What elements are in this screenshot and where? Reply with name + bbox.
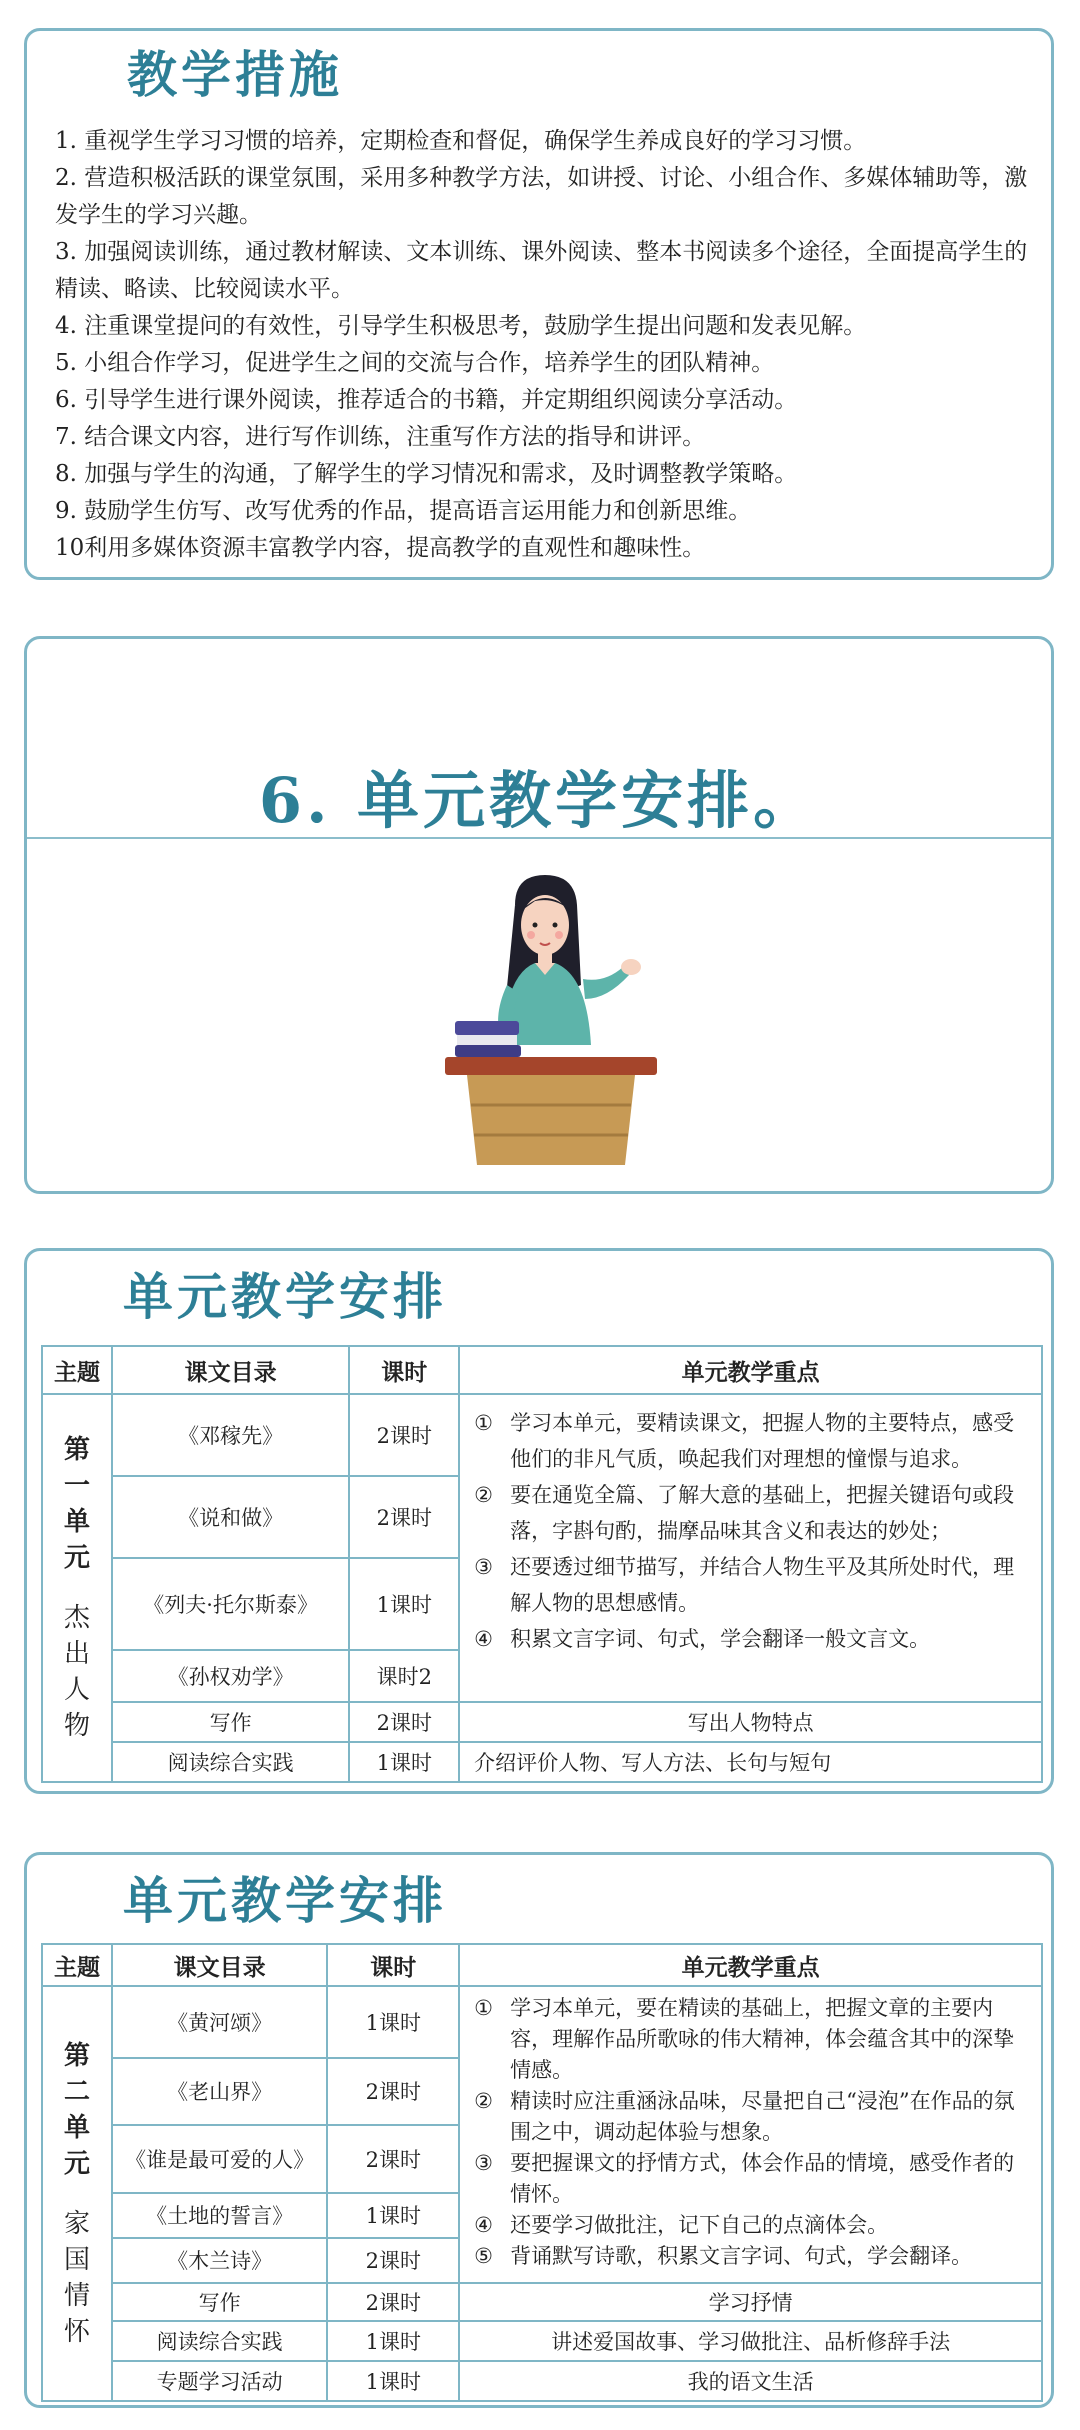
focus-text: 我的语文生活 <box>459 2361 1042 2401</box>
lesson-hours: 1课时 <box>349 1742 459 1782</box>
lesson-name: 写作 <box>112 2283 328 2321</box>
list-item: ⑤ 背诵默写诗歌，积累文言字词、句式，学会翻译。 <box>474 2244 973 2268</box>
list-item: 3. 加强阅读训练，通过教材解读、文本训练、课外阅读、整本书阅读多个途径，全面提高学生的精读、略读、比较阅读水平。 <box>55 239 1028 302</box>
lesson-hours: 1课时 <box>327 2193 459 2238</box>
list-item: 2. 营造积极活跃的课堂氛围，采用多种教学方法，如讲授、讨论、小组合作、多媒体辅助等，激发学生的学习兴趣。 <box>55 165 1028 228</box>
card-title: 单元教学安排 <box>123 1871 447 1930</box>
list-item: 7. 结合课文内容，进行写作训练，注重写作方法的指导和讲评。 <box>55 424 706 450</box>
teaching-measures-card <box>24 28 1054 580</box>
lesson-hours: 2课时 <box>327 2238 459 2283</box>
lesson-hours: 1课时 <box>349 1558 459 1650</box>
list-item: 4. 注重课堂提问的有效性，引导学生积极思考，鼓励学生提出问题和发表见解。 <box>55 313 867 339</box>
focus-text: 介绍评价人物、写人方法、长句与短句 <box>459 1742 1042 1782</box>
lesson-hours: 1课时 <box>327 2321 459 2361</box>
lesson-hours: 2课时 <box>349 1394 459 1476</box>
unit-two-table <box>41 1943 1043 2402</box>
lesson-name: 《列夫·托尔斯泰》 <box>112 1558 350 1650</box>
lesson-name: 《孙权劝学》 <box>112 1650 350 1702</box>
header-theme: 主题 <box>42 1944 112 1986</box>
list-item: 5. 小组合作学习，促进学生之间的交流与合作，培养学生的团队精神。 <box>55 350 775 376</box>
lesson-name: 《谁是最可爱的人》 <box>112 2125 328 2193</box>
section-title-card <box>24 636 1054 1194</box>
header-catalog: 课文目录 <box>112 1346 350 1394</box>
section-title: 6. 单元教学安排。 <box>258 764 820 837</box>
list-item: 9. 鼓励学生仿写、改写优秀的作品，提高语言运用能力和创新思维。 <box>55 498 752 524</box>
card-title: 单元教学安排 <box>123 1267 447 1326</box>
measures-list <box>55 123 1035 567</box>
header-focus: 单元教学重点 <box>459 1346 1042 1394</box>
theme-cell: 第 一 单 元 杰 出 人 物 <box>42 1394 112 1782</box>
lesson-name: 写作 <box>112 1702 350 1742</box>
lesson-name: 《土地的誓言》 <box>112 2193 328 2238</box>
unit-two-card <box>24 1852 1054 2408</box>
lesson-name: 《说和做》 <box>112 1476 350 1558</box>
list-item: 10利用多媒体资源丰富教学内容，提高教学的直观性和趣味性。 <box>55 535 706 561</box>
list-item: ② 精读时应注重涵泳品味，尽量把自己“浸泡”在作品的氛围之中，调动起体验与想象。 <box>474 2089 1015 2144</box>
list-item: ④ 还要学习做批注，记下自己的点滴体会。 <box>474 2213 889 2237</box>
focus-text: 写出人物特点 <box>459 1702 1042 1742</box>
header-hours: 课时 <box>327 1944 459 1986</box>
lesson-name: 《黄河颂》 <box>112 1986 328 2058</box>
theme-cell: 第 二 单 元 家 国 情 怀 <box>42 1986 112 2401</box>
lesson-hours: 2课时 <box>349 1702 459 1742</box>
divider <box>27 837 1051 839</box>
teacher-illustration <box>445 875 665 1165</box>
lesson-name: 《老山界》 <box>112 2058 328 2126</box>
list-item: 6. 引导学生进行课外阅读，推荐适合的书籍，并定期组织阅读分享活动。 <box>55 387 798 413</box>
header-focus: 单元教学重点 <box>459 1944 1042 1986</box>
lesson-hours: 1课时 <box>327 1986 459 2058</box>
lesson-hours: 1课时 <box>327 2361 459 2401</box>
list-item: ① 学习本单元，要在精读的基础上，把握文章的主要内容，理解作品所歌咏的伟大精神，体会蕴含其中的深挚情感。 <box>474 1996 1015 2082</box>
focus-points <box>459 1986 1042 2283</box>
header-catalog: 课文目录 <box>112 1944 328 1986</box>
lesson-hours: 2课时 <box>327 2058 459 2126</box>
focus-points <box>459 1394 1042 1702</box>
list-item: 8. 加强与学生的沟通，了解学生的学习情况和需求，及时调整教学策略。 <box>55 461 798 487</box>
list-item: ③ 要把握课文的抒情方式，体会作品的情境，感受作者的情怀。 <box>474 2151 1015 2206</box>
focus-text: 学习抒情 <box>459 2283 1042 2321</box>
lesson-name: 专题学习活动 <box>112 2361 328 2401</box>
lesson-hours: 2课时 <box>327 2283 459 2321</box>
list-item: ④ 积累文言字词、句式，学会翻译一般文言文。 <box>474 1627 931 1651</box>
list-item: ① 学习本单元，要精读课文，把握人物的主要特点，感受他们的非凡气质，唤起我们对理想的憧憬与追求。 <box>474 1411 1015 1471</box>
header-hours: 课时 <box>349 1346 459 1394</box>
header-theme: 主题 <box>42 1346 112 1394</box>
card-title: 教学措施 <box>127 45 343 104</box>
lesson-hours: 课时2 <box>349 1650 459 1702</box>
list-item: ③ 还要透过细节描写，并结合人物生平及其所处时代，理解人物的思想感情。 <box>474 1555 1015 1615</box>
list-item: 1. 重视学生学习习惯的培养，定期检查和督促，确保学生养成良好的学习习惯。 <box>55 128 867 154</box>
unit-one-table <box>41 1345 1043 1783</box>
lesson-name: 《木兰诗》 <box>112 2238 328 2283</box>
unit-one-card <box>24 1248 1054 1794</box>
list-item: ② 要在通览全篇、了解大意的基础上，把握关键语句或段落，字斟句酌，揣摩品味其含义和表达的妙处； <box>474 1483 1015 1543</box>
lesson-name: 阅读综合实践 <box>112 2321 328 2361</box>
lesson-hours: 2课时 <box>349 1476 459 1558</box>
focus-text: 讲述爱国故事、学习做批注、品析修辞手法 <box>459 2321 1042 2361</box>
lesson-hours: 2课时 <box>327 2125 459 2193</box>
lesson-name: 阅读综合实践 <box>112 1742 350 1782</box>
lesson-name: 《邓稼先》 <box>112 1394 350 1476</box>
